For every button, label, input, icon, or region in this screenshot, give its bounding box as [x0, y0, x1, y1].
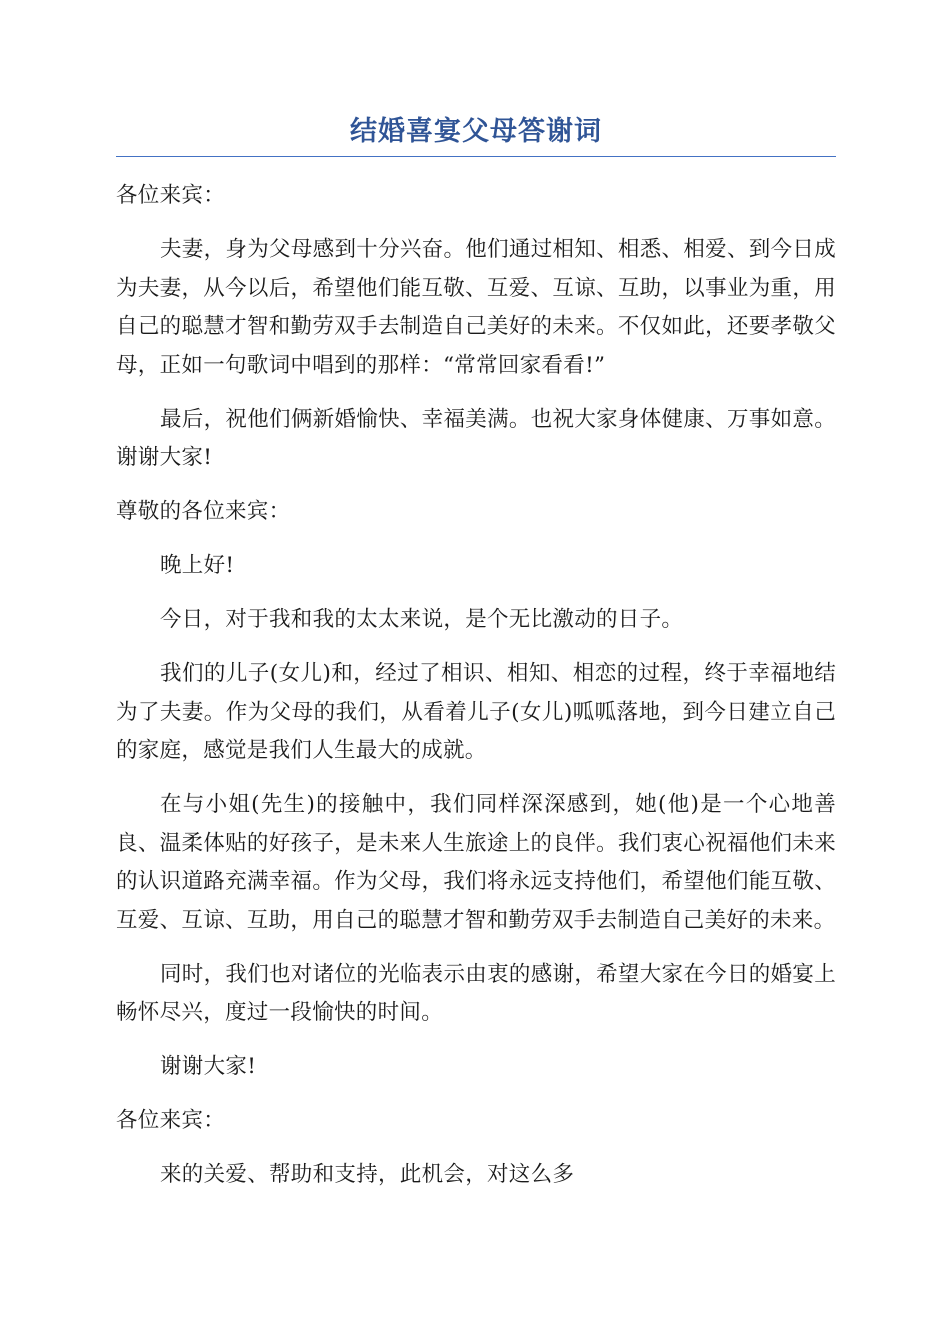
- body-paragraph: 谢谢大家!: [160, 1054, 257, 1079]
- body-paragraph: 我们的儿子(女儿)和，经过了相识、相知、相恋的过程，终于幸福地结为了夫妻。作为父母的我们，从看着儿子(女儿)呱呱落地，到今日建立自己的家庭，感觉是我们人生最大的成就。: [116, 661, 836, 763]
- body-paragraph: 在与小姐(先生)的接触中，我们同样深深感到，她(他)是一个心地善良、温柔体贴的好孩子，是未来人生旅途上的良伴。我们衷心祝福他们未来的认识道路充满幸福。作为父母，我们将永远支持他们，希望他们能互敬、互爱、互谅、互助，用自己的聪慧才智和勤劳双手去制造自己美好的未来。: [116, 792, 836, 933]
- body-paragraph: 晚上好!: [160, 553, 235, 578]
- body-paragraph: 夫妻，身为父母感到十分兴奋。他们通过相知、相悉、相爱、到今日成为夫妻，从今以后，希望他们能互敬、互爱、互谅、互助，以事业为重，用自己的聪慧才智和勤劳双手去制造自己美好的未来。不仅如此，还要孝敬父母，正如一句歌词中唱到的那样：“常常回家看看!”: [116, 237, 836, 378]
- body-paragraph: 同时，我们也对诸位的光临表示由衷的感谢，希望大家在今日的婚宴上畅怀尽兴，度过一段愉快的时间。: [116, 961, 836, 1025]
- document-page: [116, 112, 836, 1210]
- greeting-paragraph: 尊敬的各位来宾：: [116, 499, 291, 524]
- greeting-paragraph: 各位来宾：: [116, 183, 226, 208]
- document-title: 结婚喜宴父母答谢词: [116, 112, 836, 157]
- greeting-paragraph: 各位来宾：: [116, 1108, 226, 1133]
- body-paragraph: 来的关爱、帮助和支持，此机会，对这么多: [160, 1162, 575, 1187]
- body-paragraph: 最后，祝他们俩新婚愉快、幸福美满。也祝大家身体健康、万事如意。谢谢大家!: [116, 406, 836, 470]
- body-paragraph: 今日，对于我和我的太太来说，是个无比激动的日子。: [160, 607, 684, 632]
